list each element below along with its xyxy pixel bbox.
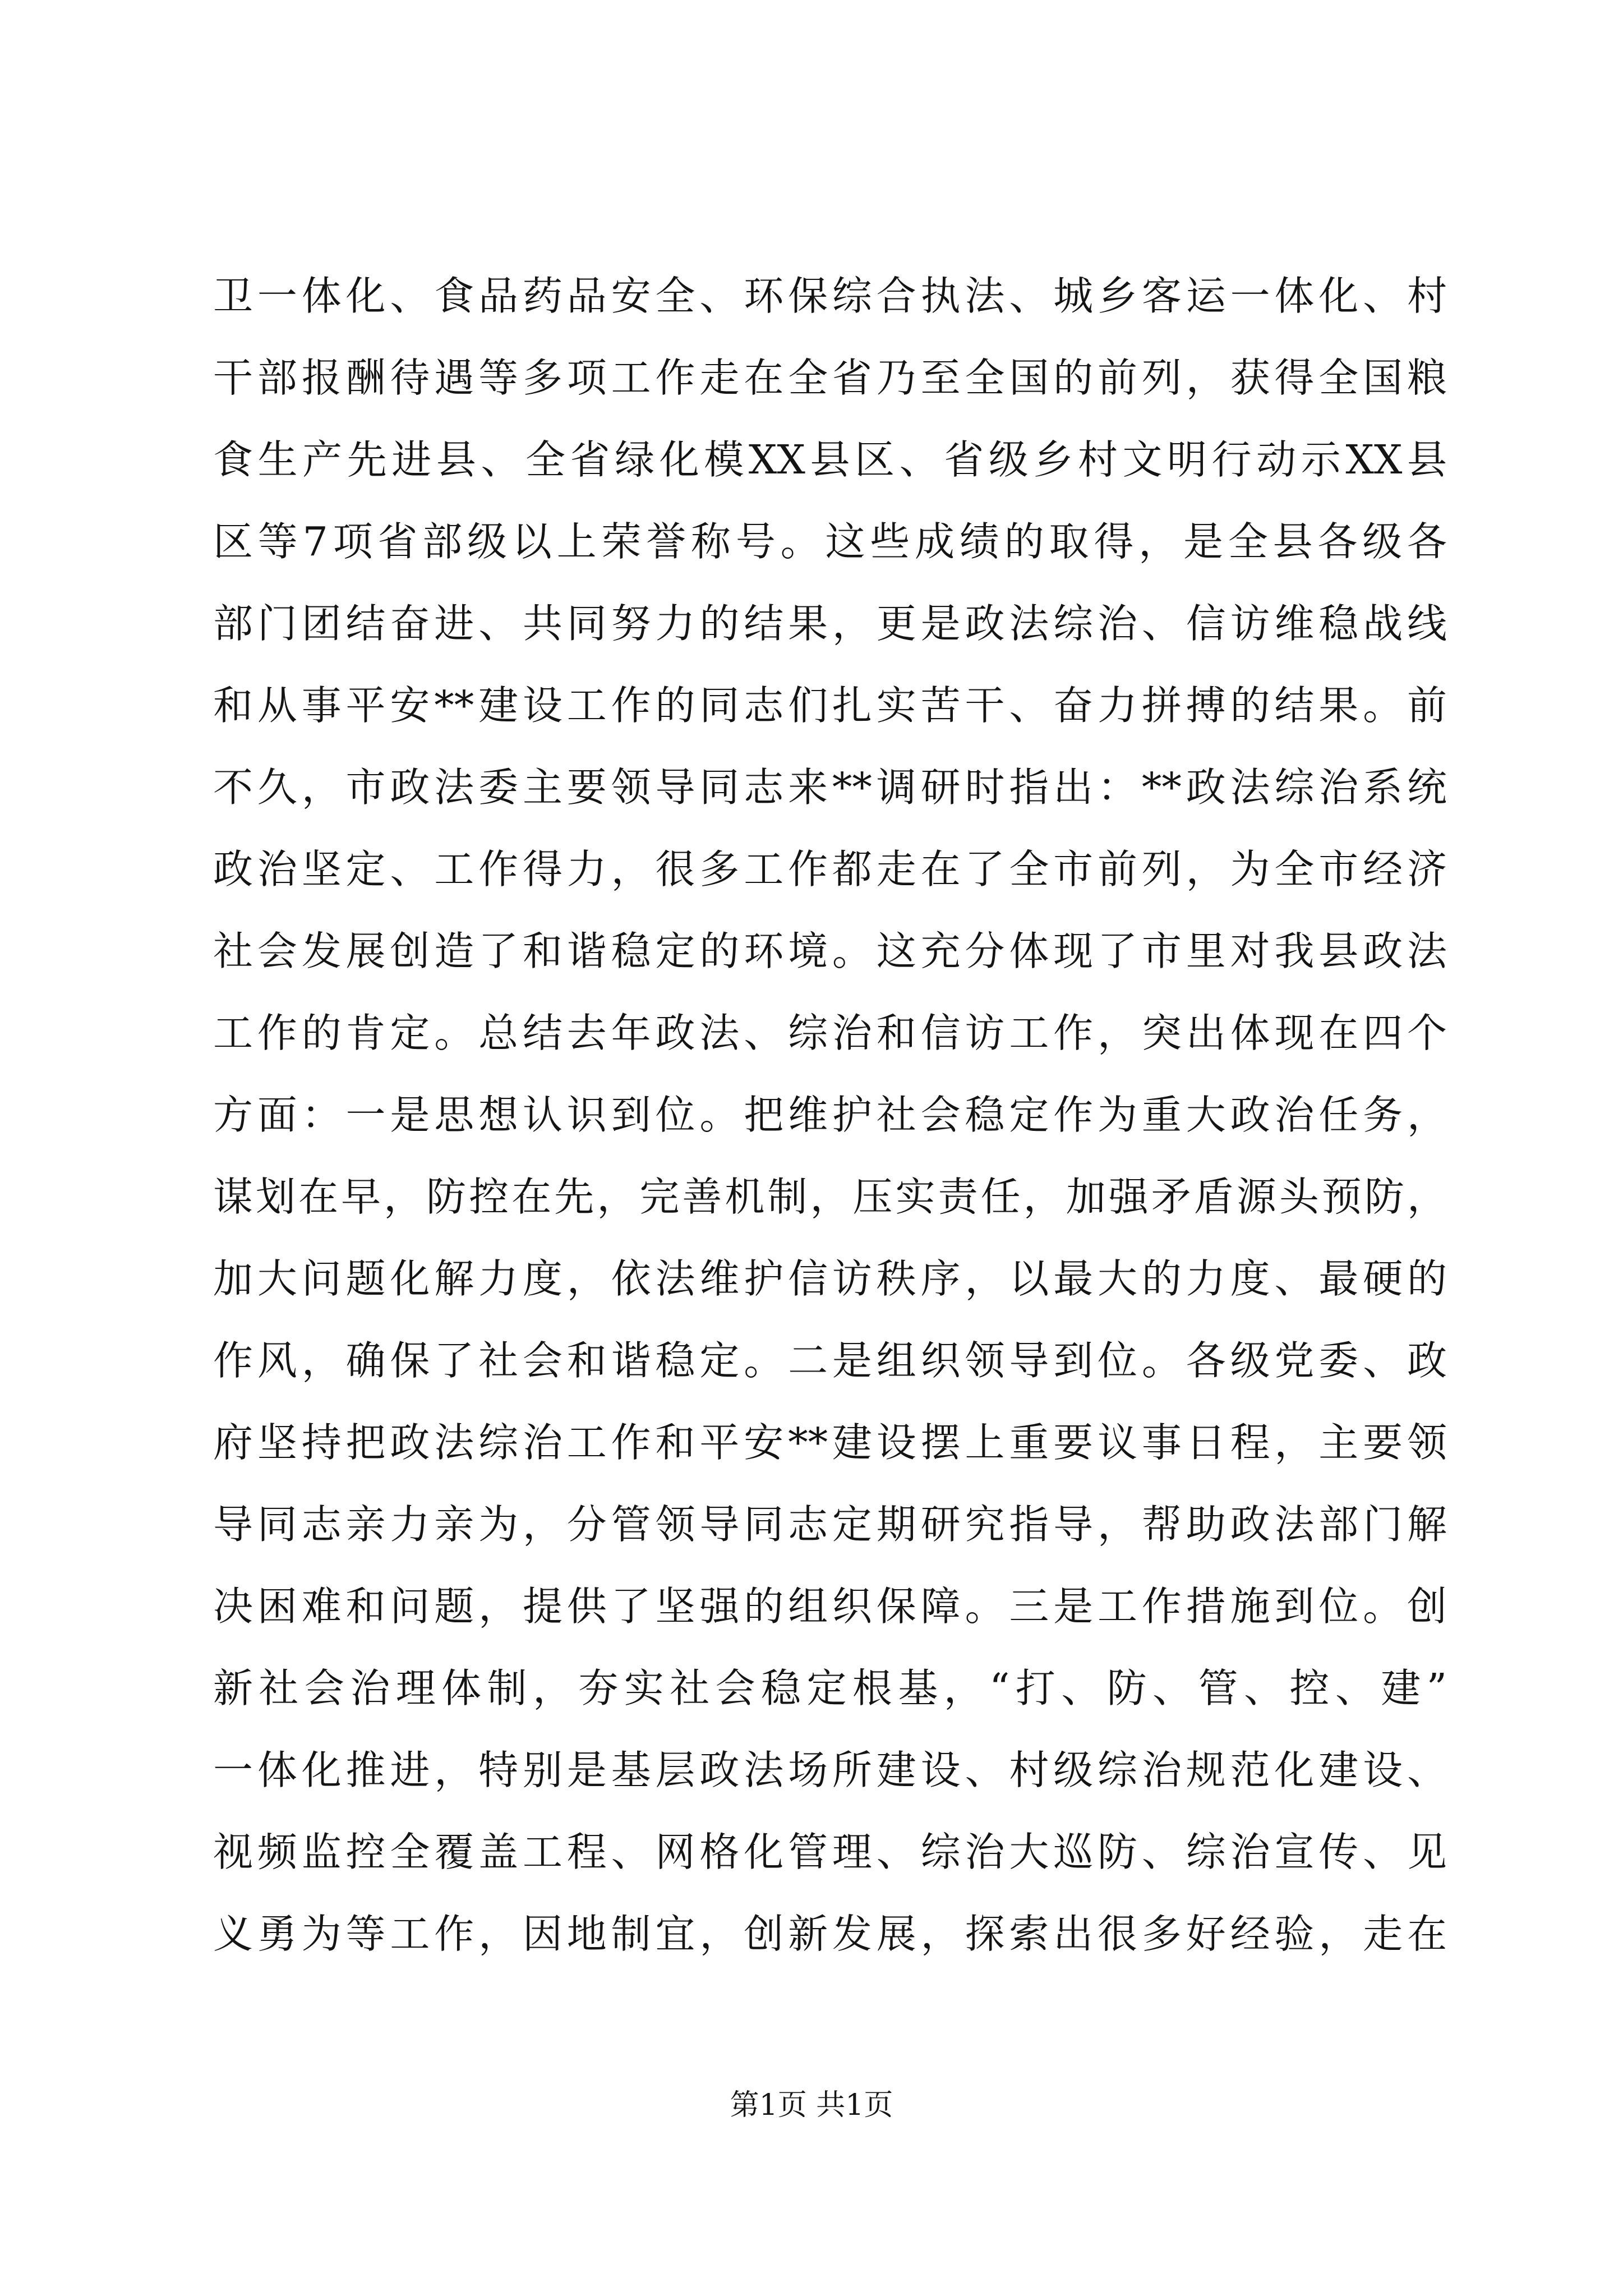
text-line: 卫一体化、食品药品安全、环保综合执法、城乡客运一体化、村 (213, 273, 1447, 319)
text-line: 作风，确保了社会和谐稳定。二是组织领导到位。各级党委、政 (213, 1337, 1447, 1384)
text-line: 导同志亲力亲为，分管领导同志定期研究指导，帮助政法部门解 (213, 1501, 1447, 1548)
text-line: 社会发展创造了和谐稳定的环境。这充分体现了市里对我县政法 (213, 928, 1447, 974)
page-footer: 第1页 共1页 (730, 2088, 893, 2122)
text-line: 决困难和问题，提供了坚强的组织保障。三是工作措施到位。创 (213, 1583, 1447, 1630)
text-line: 方面：一是思想认识到位。把维护社会稳定作为重大政治任务， (213, 1092, 1447, 1138)
text-line: 区等7项省部级以上荣誉称号。这些成绩的取得，是全县各级各 (213, 518, 1447, 565)
text-line: 食生产先进县、全省绿化模XX县区、省级乡村文明行动示XX县 (213, 436, 1447, 483)
text-line: 义勇为等工作，因地制宜，创新发展，探索出很多好经验，走在 (213, 1911, 1447, 1957)
text-line: 视频监控全覆盖工程、网格化管理、综治大巡防、综治宣传、见 (213, 1829, 1447, 1875)
text-line: 干部报酬待遇等多项工作走在全省乃至全国的前列，获得全国粮 (213, 355, 1447, 401)
text-line: 和从事平安**建设工作的同志们扎实苦干、奋力拼搏的结果。前 (213, 682, 1447, 729)
text-line: 部门团结奋进、共同努力的结果，更是政法综治、信访维稳战线 (213, 600, 1447, 647)
text-line: 政治坚定、工作得力，很多工作都走在了全市前列，为全市经济 (213, 846, 1447, 892)
text-line: 一体化推进，特别是基层政法场所建设、村级综治规范化建设、 (213, 1747, 1447, 1793)
text-line: 工作的肯定。总结去年政法、综治和信访工作，突出体现在四个 (213, 1010, 1447, 1056)
text-line: 府坚持把政法综治工作和平安**建设摆上重要议事日程，主要领 (213, 1419, 1447, 1466)
text-line: 新社会治理体制，夯实社会稳定根基，“打、防、管、控、建” (213, 1665, 1447, 1711)
text-line: 不久，市政法委主要领导同志来**调研时指出：**政法综治系统 (213, 764, 1447, 811)
text-line: 加大问题化解力度，依法维护信访秩序，以最大的力度、最硬的 (213, 1255, 1447, 1302)
body-text (213, 255, 1447, 1975)
text-line: 谋划在早，防控在先，完善机制，压实责任，加强矛盾源头预防， (213, 1174, 1447, 1220)
